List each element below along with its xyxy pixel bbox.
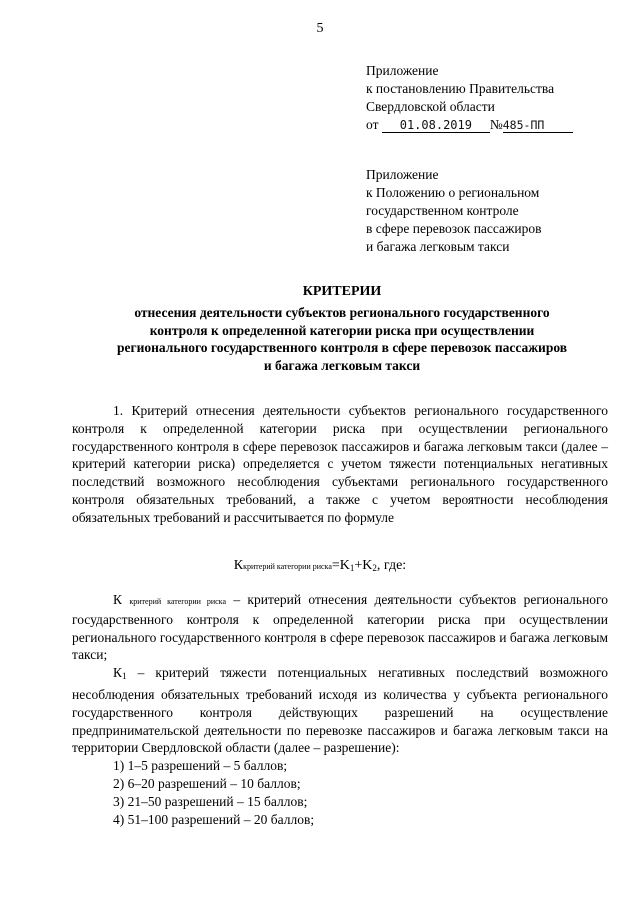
title-line: и багажа легковым такси [263,357,421,373]
title-main: КРИТЕРИИ [302,284,382,299]
appendix-to-regulation [366,166,541,256]
formula-equals: =K [331,558,350,573]
k-symbol: К [113,592,123,607]
list-item: 3) 21–50 разрешений – 15 баллов; [113,793,308,809]
paragraph-text: 1. Критерий отнесения деятельности субъектов регионального государственного контроля к определенной категории риска при осуществлении регионального государственного контроля в сфере перевозок пассажиров и багажа легковым такси (далее – критерий категории риска) определяется с учетом тяжести потенциальных негативных последствий возможного несоблюдения субъектами регионального государственного контроля обязательных требований, а также с учетом вероятности несоблюдения обязательных требований и рассчитывается по формуле [72,403,608,525]
resolution-date: 01.08.2019 [382,118,490,133]
formula-k: К [233,558,244,573]
appendix-to-resolution [366,62,573,134]
definition-k [72,591,608,664]
formula-subscript: критерий категории риска [243,562,332,571]
formula-tail: , где: [376,558,407,573]
definitions [72,591,608,828]
list-item: 1) 1–5 разрешений – 5 баллов; [113,758,288,774]
appendix-reference: государственном контроле [366,203,519,218]
formula-k2-index: 2 [372,563,377,573]
number-label: № [489,117,503,132]
formula-plus: +K [354,558,373,573]
from-label: от [366,117,379,132]
paragraph-1 [72,402,608,527]
appendix-heading: Приложение [366,167,439,182]
appendix-reference: к Положению о региональном [366,185,540,200]
appendix-region: Свердловской области [366,99,495,114]
definition-k1 [72,664,608,757]
title-line: контроля к определенной категории риска при осуществлении [149,322,535,338]
formula-k1-index: 1 [349,563,355,573]
resolution-number: 485-ПП [503,118,573,133]
appendix-reference: к постановлению Правительства [366,81,555,96]
document-title [72,284,612,374]
resolution-date-number-row [366,116,573,134]
definition-k-text: – критерий отнесения деятельности субъектов регионального государственного контроля к определенной категории риска при осуществлении регионального государственного контроля в сфере перевозок пассажиров и багажа легковым такси; [72,592,609,663]
appendix-reference: в сфере перевозок пассажиров [366,221,542,236]
appendix-reference: и багажа легковым такси [366,239,510,254]
k-subscript: критерий категории риска [129,597,226,606]
page-number: 5 [316,21,324,36]
list-item: 2) 6–20 разрешений – 10 баллов; [113,775,301,791]
title-line: регионального государственного контроля в сфере перевозок пассажиров [116,340,568,355]
k1-subscript: 1 [122,671,127,682]
list-item: 4) 51–100 разрешений – 20 баллов; [113,811,315,827]
definition-k1-text: – критерий тяжести потенциальных негативных последствий возможного несоблюдения обязательных требований исходя из количества у субъекта регионального государственного контроля действующих разрешений на осуществление предпринимательской деятельности по перевозке пассажиров и багажа легковым такси на территории Свердловской области (далее – разрешение): [72,665,608,756]
k1-symbol: К [113,665,123,681]
title-line: отнесения деятельности субъектов регионального государственного [134,305,550,320]
appendix-heading: Приложение [366,63,439,78]
risk-formula [0,558,640,574]
